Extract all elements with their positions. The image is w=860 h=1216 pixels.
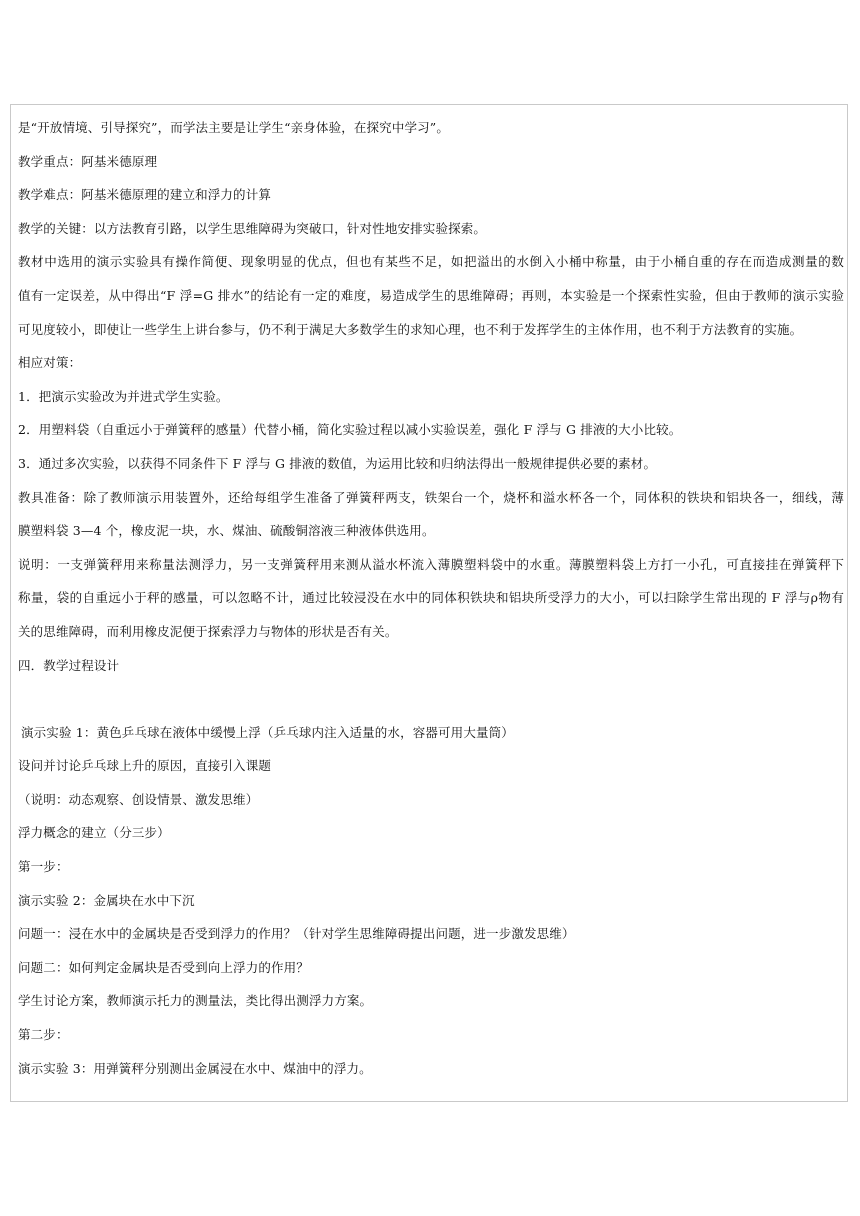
step-heading: 第二步：: [18, 1027, 69, 1043]
text-line: 膜塑料袋 3—4 个，橡皮泥一块，水、煤油、硫酸铜溶液三种液体供选用。: [18, 523, 435, 539]
text-line: 教材中选用的演示实验具有操作简便、现象明显的优点，但也有某些不足，如把溢出的水倒入小桶中称量，由于小桶自重的存在而造成测量的数: [18, 254, 844, 270]
text-line: 可见度较小，即使让一些学生上讲台参与，仍不利于满足大多数学生的求知心理，也不利于发挥学生的主体作用，也不利于方法教育的实施。: [18, 321, 803, 337]
document-body: [18, 118, 844, 1092]
list-item: 2．用塑料袋（自重远小于弹簧秤的感量）代替小桶，简化实验过程以减小实验误差，强化 F 浮与 G 排液的大小比较。: [18, 422, 682, 438]
teaching-key: 教学的关键：以方法教育引路，以学生思维障碍为突破口，针对性地安排实验探索。: [18, 220, 487, 236]
text-line: （说明：动态观察、创设情景、激发思维）: [18, 791, 259, 807]
text-line: 值有一定误差，从中得出“F 浮=G 排水”的结论有一定的难度，易造成学生的思维障碍；再则，本实验是一个探索性实验，但由于教师的演示实验: [18, 287, 844, 303]
teaching-focus: 教学重点：阿基米德原理: [18, 153, 158, 169]
question-2: 问题二：如何判定金属块是否受到向上浮力的作用？: [18, 959, 309, 975]
equipment-prep: 教具准备：除了教师演示用装置外，还给每组学生准备了弹簧秤两支，铁架台一个，烧杯和溢水杯各一个，同体积的铁块和铝块各一，细线，薄: [18, 489, 844, 505]
demo-experiment-1: 演示实验 1：黄色乒乓球在液体中缓慢上浮（乒乓球内注入适量的水，容器可用大量筒）: [21, 724, 514, 740]
text-line: 是“开放情境、引导探究”，而学法主要是让学生“亲身体验，在探究中学习”。: [18, 120, 449, 135]
text-line: 称量，袋的自重远小于秤的感量，可以忽略不计，通过比较浸没在水中的同体积铁块和铝块所受浮力的大小，可以扫除学生常出现的 F 浮与ρ物有: [18, 590, 844, 606]
demo-experiment-2: 演示实验 2：金属块在水中下沉: [18, 892, 195, 908]
demo-experiment-3: 演示实验 3：用弹簧秤分别测出金属浸在水中、煤油中的浮力。: [18, 1060, 372, 1076]
text-line: 浮力概念的建立（分三步）: [18, 825, 170, 841]
blank-line: [18, 689, 844, 723]
list-item: 1．把演示实验改为并进式学生实验。: [18, 388, 229, 404]
list-item: 3．通过多次实验，以获得不同条件下 F 浮与 G 排液的数值，为运用比较和归纳法得出一般规律提供必要的素材。: [18, 455, 657, 471]
countermeasures-heading: 相应对策：: [18, 355, 82, 371]
text-line: 关的思维障碍，而利用橡皮泥便于探索浮力与物体的形状是否有关。: [18, 623, 398, 639]
text-line: 设问并讨论乒乓球上升的原因，直接引入课题: [18, 758, 272, 774]
explanation: 说明：一支弹簧秤用来称量法测浮力，另一支弹簧秤用来测从溢水杯流入薄膜塑料袋中的水重。薄膜塑料袋上方打一小孔，可直接挂在弹簧秤下: [18, 556, 844, 572]
step-heading: 第一步：: [18, 859, 69, 875]
text-line: 学生讨论方案，教师演示托力的测量法，类比得出测浮力方案。: [18, 993, 373, 1009]
section-heading: 四．教学过程设计: [18, 657, 120, 673]
teaching-difficulty: 教学难点：阿基米德原理的建立和浮力的计算: [18, 187, 272, 203]
question-1: 问题一：浸在水中的金属块是否受到浮力的作用？（针对学生思维障碍提出问题，进一步激发思维）: [18, 926, 575, 942]
